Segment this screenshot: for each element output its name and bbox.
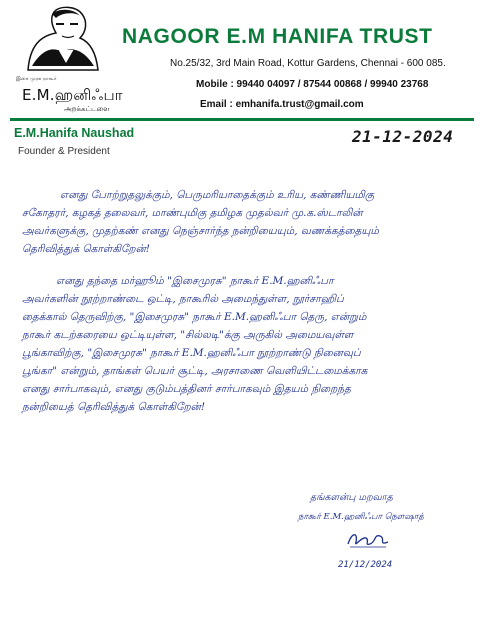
body-line: அவர்களுக்கு, முதற்கண் எனது நெஞ்சார்ந்த நன்றியையும், வணக்கத்தையும் [22,225,379,237]
body-line: பூங்காவிற்கு, "இசைமுரசு" நாகூர் E.M.ஹனிஃபா நூற்றாண்டு நினைவுப் [22,347,361,359]
closing-salutation: தங்களன்பு மறவாத [310,492,393,503]
body-line: எனது சார்பாகவும், எனது குடும்பத்தினர் சார்பாகவும் இதயம் நிறைந்த [22,383,351,395]
signature-date: 21/12/2024 [338,560,393,570]
signer-name: E.M.Hanifa Naushad [14,126,135,140]
body-line: அவர்களின் நூற்றாண்டை ஒட்டி, நாகூரில் அமைந்துள்ள, நூர்சாஹிப் [22,293,344,305]
body-line: நாகூர் கடற்கரையை ஒட்டியுள்ள, "சில்லடி"க்கு அருகில் அமையவுள்ள [22,329,354,341]
header-divider [10,118,474,121]
body-line: நன்றியைத் தெரிவித்துக் கொள்கிறேன்! [22,401,206,413]
body-line: பூங்கா" என்றும், தாங்கள் பெயர் சூட்டி, அரசாணை வெளியிட்டமைக்காக [22,365,368,377]
logo-tagline: இசை முரசு நாகூர் [16,76,57,82]
org-title: NAGOOR E.M HANIFA TRUST [122,25,433,48]
org-address: No.25/32, 3rd Main Road, Kottur Gardens, Chennai - 600 085. [170,58,446,69]
trust-logo [8,6,123,118]
signer-title: Founder & President [18,146,110,157]
body-line: தைக்கால் தெருவிற்கு, "இசைமுரசு" நாகூர் E.M.ஹனிஃபா தெரு, என்றும் [22,311,367,323]
body-line: எனது போற்றுதலுக்கும், பெருமரியாதைக்கும் உரிய, கண்ணியமிகு [60,189,375,201]
logo-name: E.M.ஹனிஃபா [22,86,123,104]
letter-date: 21-12-2024 [352,127,454,146]
org-mobile: Mobile : 99440 04097 / 87544 00868 / 99940 23768 [196,79,429,90]
body-line: தெரிவித்துக் கொள்கிறேன்! [22,243,150,255]
closing-name: நாகூர் E.M.ஹனிஃபா நௌஷாத் [298,512,424,522]
logo-subtitle: அறக்கட்டளை [64,105,110,113]
org-email: Email : emhanifa.trust@gmail.com [200,99,364,110]
body-line: எனது தந்தை மர்ஹூம் "இசைமுரசு" நாகூர் E.M.ஹனிஃபா [56,275,334,287]
body-line: சகோதரர், கழகத் தலைவர், மாண்புமிகு தமிழக முதல்வர் மு.க.ஸ்டாலின் [22,207,363,219]
portrait-logo-icon [22,6,102,76]
signature-icon [344,528,394,552]
